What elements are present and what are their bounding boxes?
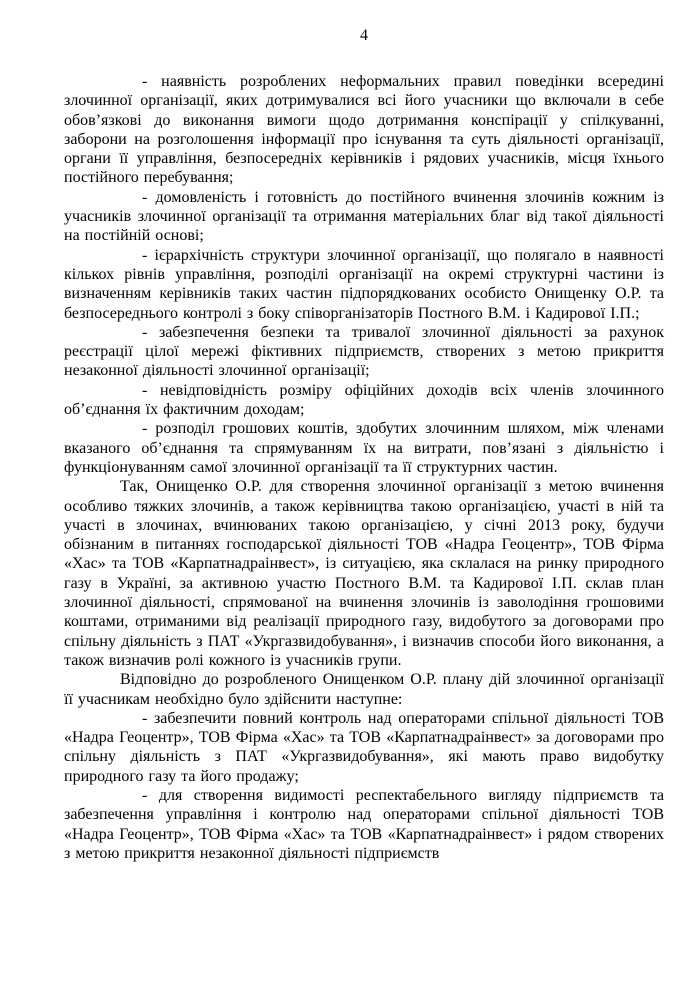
paragraph-6: - розподіл грошових коштів, здобутих злочинним шляхом, між членами вказаного об’єднання та спрямуванням їх на витрати, пов’язані з діяльністю і функціонуванням самої злочинної організації та її структурних частин.	[64, 420, 664, 476]
paragraph-9: - забезпечити повний контроль над операторами спільної діяльності ТОВ «Надра Геоцентр», ТОВ Фірма «Хас» та ТОВ «Карпатнадраінвест» за договорами про спільну діяльність з ПАТ «Укргазвидобування», які мають право видобутку природного газу та його продажу;	[64, 709, 664, 785]
paragraph-7: Так, Онищенко О.Р. для створення злочинної організації з метою вчинення особливо тяжких злочинів, а також керівництва такою організацією, участі в ній та участі в злочинах, вчинюваних такою організацією, у січні 2013 року, будучи обізнаним в питаннях господарської діяльності ТОВ «Надра Геоцентр», ТОВ Фірма «Хас» та ТОВ «Карпатнадраінвест», із ситуацією, яка склалася на ринку природного газу в Україні, за активною участю Постного В.М. та Кадирової І.П. склав план злочинної діяльності, спрямованої на вчинення злочинів із заволодіння грошовими коштами, отриманими від реалізації природного газу, видобутого за договорами про спільну діяльність з ПАТ «Укргазвидобування», і визначив способи його виконання, а також визначив ролі кожного із учасників групи.	[64, 478, 664, 669]
paragraph-3: - ієрархічність структури злочинної організації, що полягало в наявності кількох рівнів управління, розподілі організації на окремі структурні частини із визначенням керівників таких частин підпорядкованих особисто Онищенку О.Р. та безпосереднього контролі з боку співорганізаторів Постного В.М. і Кадирової І.П.;	[64, 246, 664, 322]
paragraph-5: - невідповідність розміру офіційних доходів всіх членів злочинного об’єднання їх фактичним доходам;	[64, 381, 664, 419]
paragraph-2: - домовленість і готовність до постійного вчинення злочинів кожним із учасників злочинної організації та отримання матеріальних благ від такої діяльності на постійній основі;	[64, 188, 664, 245]
paragraph-1: - наявність розроблених неформальних правил поведінки всередині злочинної організації, яких дотримувалися всі його учасники що включали в себе обов’язкові до виконання вимоги щодо дотримання конспірації у спілкуванні, заборони на розголошення інформації про існування та суть діяльності організації, органи її управління, безпосередніх керівників і рядових учасників, місця їхнього постійного перебування;	[64, 73, 664, 187]
paragraph-4: - забезпечення безпеки та тривалої злочинної діяльності за рахунок реєстрації цілої мережі фіктивних підприємств, створених з метою прикриття незаконної діяльності злочинної організації;	[64, 323, 664, 380]
document-body	[64, 72, 664, 863]
paragraph-8: Відповідно до розробленого Онищенком О.Р. плану дій злочинної організації її учасникам необхідно було здійснити наступне:	[64, 671, 664, 708]
page-number: 4	[360, 27, 368, 44]
paragraph-10: - для створення видимості респектабельного вигляду підприємств та забезпечення управління і контролю над операторами спільної діяльності ТОВ «Надра Геоцентр», ТОВ Фірма «Хас» та ТОВ «Карпатнадраінвест» і рядом створених з метою прикриття незаконної діяльності підприємств	[64, 786, 664, 862]
